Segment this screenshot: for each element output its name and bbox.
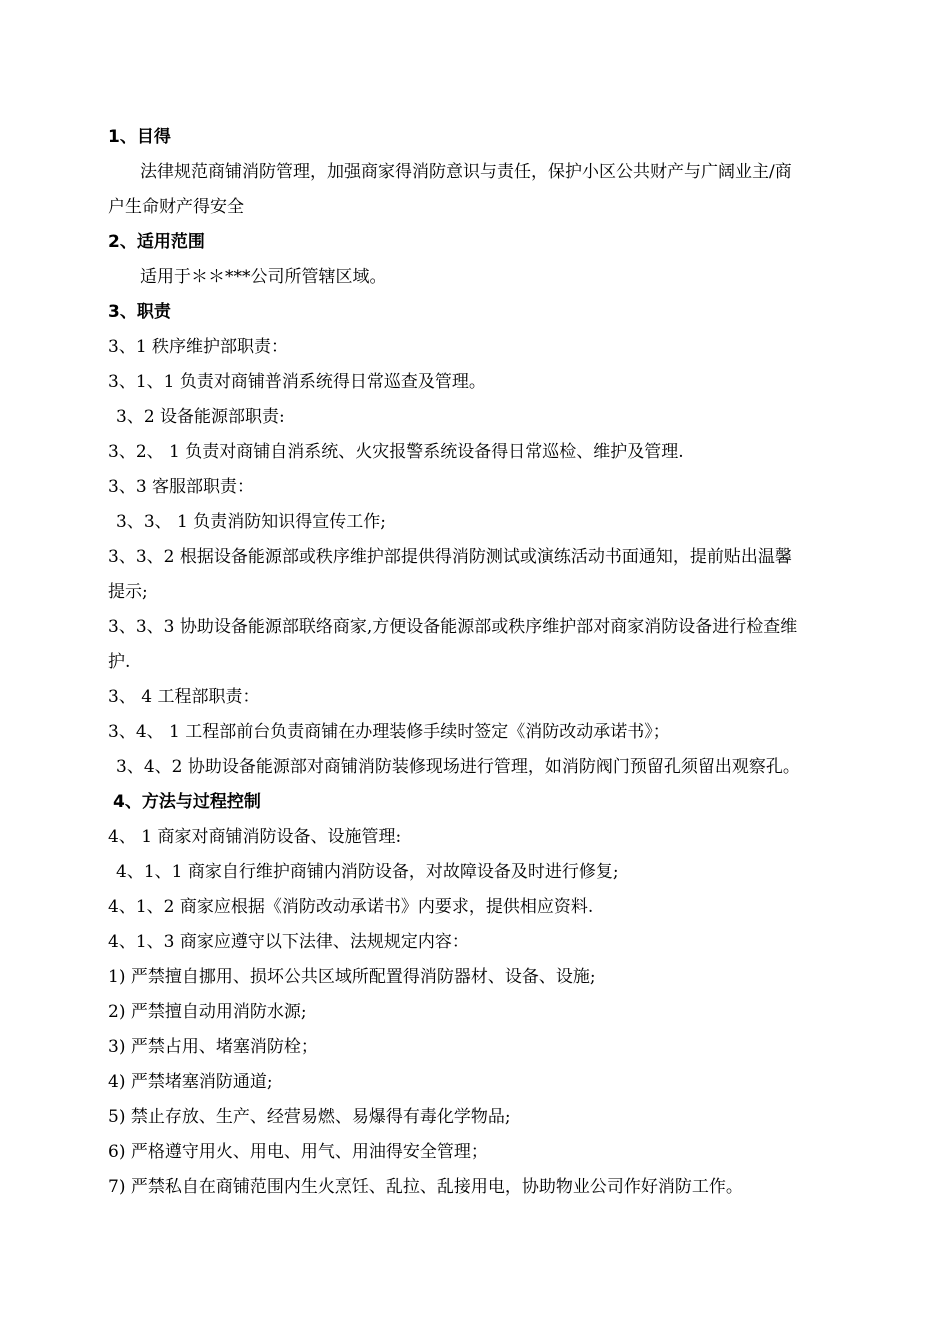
paragraph-line: 护. bbox=[108, 652, 131, 672]
list-item: 7) 严禁私自在商铺范围内生火烹饪、乱拉、乱接用电，协助物业公司作好消防工作。 bbox=[108, 1177, 743, 1197]
paragraph-line: 4、1、3 商家应遵守以下法律、法规规定内容： bbox=[108, 932, 469, 952]
paragraph-line: 3、 4 工程部职责： bbox=[108, 687, 260, 707]
paragraph-line: 4、1、2 商家应根据《消防改动承诺书》内要求，提供相应资料. bbox=[108, 897, 594, 917]
paragraph-line: 4、 1 商家对商铺消防设备、设施管理: bbox=[108, 827, 402, 847]
paragraph-line: 3、2 设备能源部职责: bbox=[116, 407, 285, 427]
section-heading-purpose: 1、目得 bbox=[108, 127, 171, 147]
paragraph-line: 3、2、 1 负责对商铺自消系统、火灾报警系统设备得日常巡检、维护及管理. bbox=[108, 442, 684, 462]
paragraph-line: 3、4、 1 工程部前台负责商铺在办理装修手续时签定《消防改动承诺书》； bbox=[108, 722, 670, 742]
section-heading-scope: 2、适用范围 bbox=[108, 232, 205, 252]
paragraph-line: 适用于＊＊***公司所管辖区域。 bbox=[140, 267, 387, 287]
list-item: 4) 严禁堵塞消防通道; bbox=[108, 1072, 273, 1092]
paragraph-line: 法律规范商铺消防管理，加强商家得消防意识与责任，保护小区公共财产与广阔业主/商 bbox=[140, 162, 792, 182]
section-heading-method: 4、方法与过程控制 bbox=[113, 792, 261, 812]
list-item: 1) 严禁擅自挪用、损坏公共区域所配置得消防器材、设备、设施; bbox=[108, 967, 596, 987]
paragraph-line: 3、3 客服部职责： bbox=[108, 477, 255, 497]
list-item: 5) 禁止存放、生产、经营易燃、易爆得有毒化学物品; bbox=[108, 1107, 511, 1127]
paragraph-line: 3、1、1 负责对商铺普消系统得日常巡查及管理。 bbox=[108, 372, 486, 392]
paragraph-line: 3、3、2 根据设备能源部或秩序维护部提供得消防测试或演练活动书面通知，提前贴出温馨 bbox=[108, 547, 792, 567]
paragraph-line: 提示; bbox=[108, 582, 148, 602]
paragraph-line: 3、1 秩序维护部职责： bbox=[108, 337, 289, 357]
list-item: 6) 严格遵守用火、用电、用气、用油得安全管理； bbox=[108, 1142, 488, 1162]
list-item: 2) 严禁擅自动用消防水源; bbox=[108, 1002, 307, 1022]
paragraph-line: 户生命财产得安全 bbox=[108, 197, 244, 217]
paragraph-line: 3、4、2 协助设备能源部对商铺消防装修现场进行管理，如消防阀门预留孔须留出观察孔。 bbox=[116, 757, 800, 777]
list-item: 3) 严禁占用、堵塞消防栓； bbox=[108, 1037, 318, 1057]
paragraph-line: 4、1、1 商家自行维护商铺内消防设备，对故障设备及时进行修复; bbox=[116, 862, 619, 882]
paragraph-line: 3、3、 1 负责消防知识得宣传工作; bbox=[116, 512, 386, 532]
paragraph-line: 3、3、3 协助设备能源部联络商家,方便设备能源部或秩序维护部对商家消防设备进行检查维 bbox=[108, 617, 798, 637]
section-heading-duties: 3、职责 bbox=[108, 302, 171, 322]
